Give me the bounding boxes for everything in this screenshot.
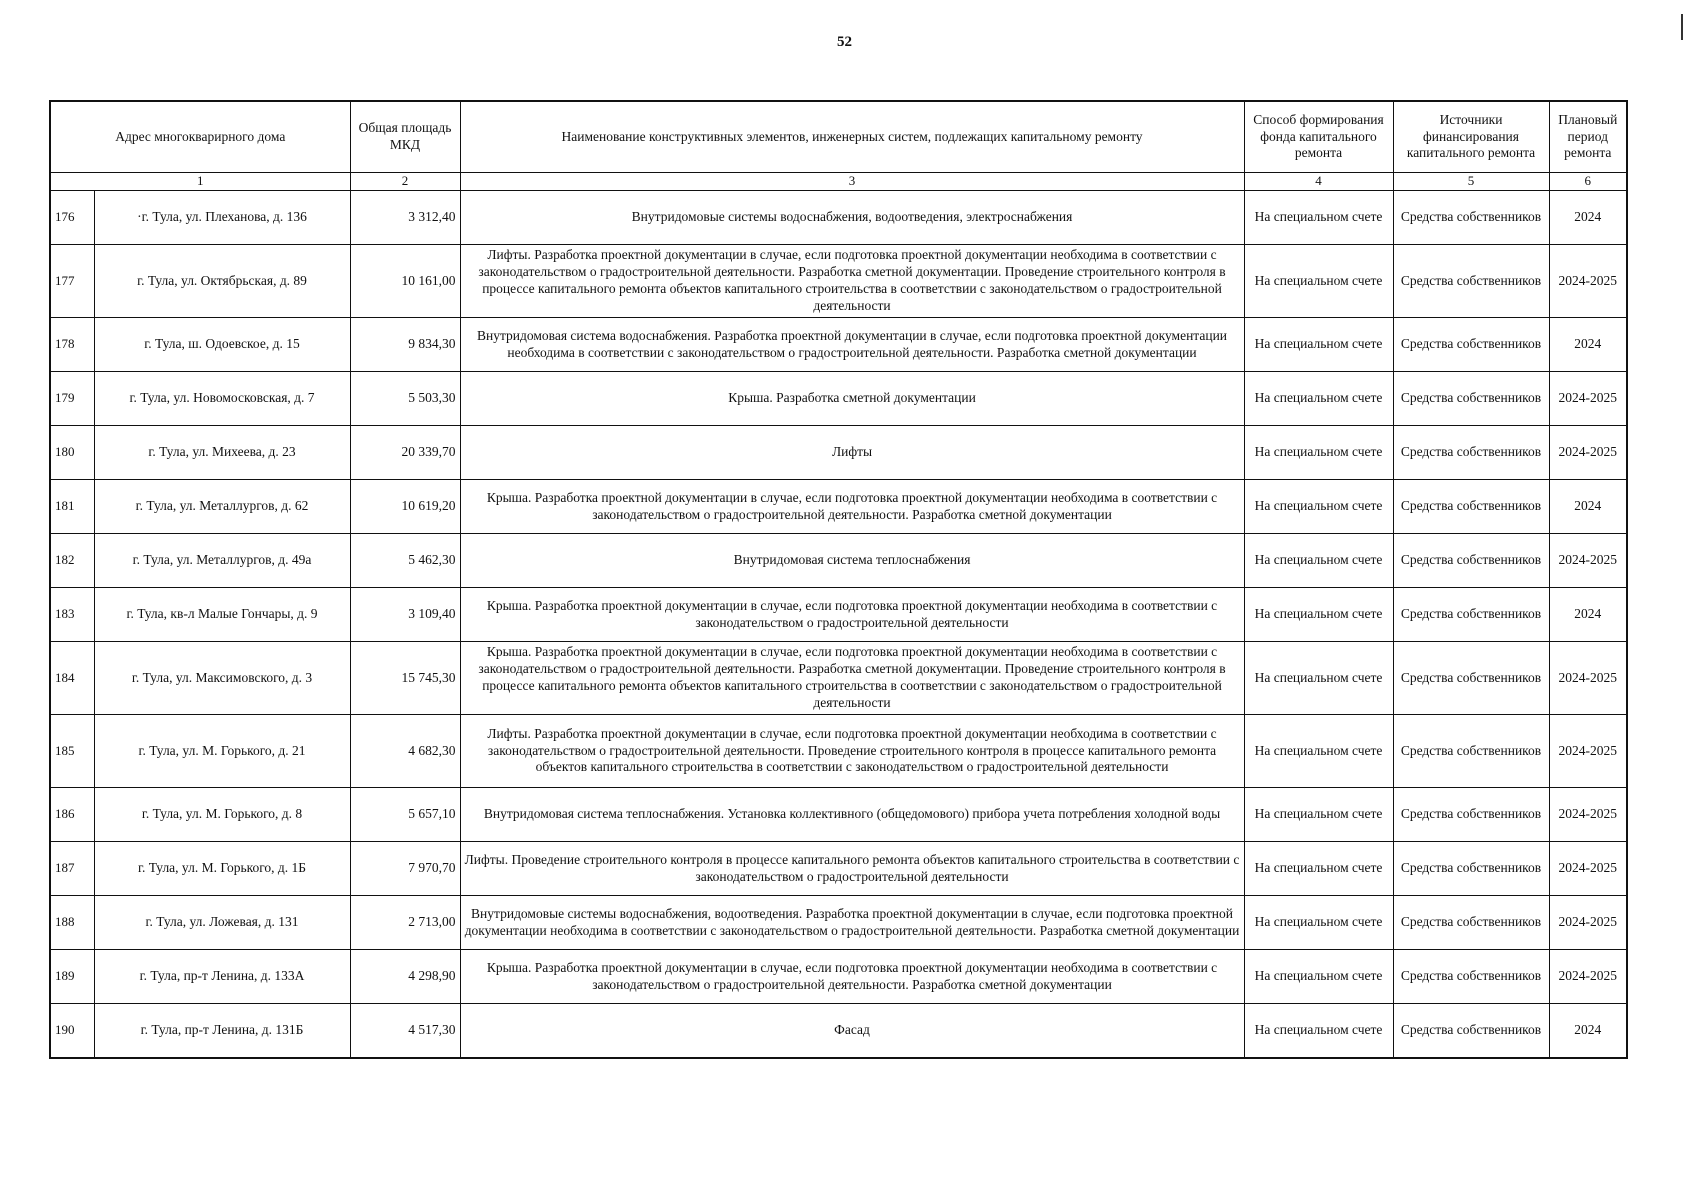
row-period: 2024 [1549,588,1627,642]
row-source: Средства собственников [1393,318,1549,372]
header-area: Общая площадь МКД [350,101,460,173]
row-index: 189 [50,950,94,1004]
table-row [50,534,1627,588]
row-index: 183 [50,588,94,642]
row-source: Средства собственников [1393,426,1549,480]
row-index: 185 [50,715,94,788]
row-address: г. Тула, пр-т Ленина, д. 131Б [94,1004,350,1058]
row-address: г. Тула, ул. М. Горького, д. 1Б [94,842,350,896]
row-period: 2024-2025 [1549,950,1627,1004]
row-source: Средства собственников [1393,950,1549,1004]
row-description: Внутридомовая система водоснабжения. Разработка проектной документации в случае, если подготовка проектной документации необходима в соответствии с законодательством о градостроительной деятельности. Разработка сметной документации [460,318,1244,372]
row-method: На специальном счете [1244,534,1393,588]
row-source: Средства собственников [1393,191,1549,245]
row-area: 2 713,00 [350,896,460,950]
row-method: На специальном счете [1244,480,1393,534]
row-description: Крыша. Разработка проектной документации в случае, если подготовка проектной документации необходима в соответствии с законодательством о градостроительной деятельности. Разработка сметной документации [460,950,1244,1004]
table-row [50,245,1627,318]
row-source: Средства собственников [1393,896,1549,950]
table-row [50,788,1627,842]
row-area: 20 339,70 [350,426,460,480]
row-source: Средства собственников [1393,372,1549,426]
row-method: На специальном счете [1244,715,1393,788]
row-index: 181 [50,480,94,534]
header-elements: Наименование конструктивных элементов, инженерных систем, подлежащих капитальному ремонту [460,101,1244,173]
row-description: Крыша. Разработка сметной документации [460,372,1244,426]
column-number: 5 [1393,173,1549,191]
row-area: 5 503,30 [350,372,460,426]
row-source: Средства собственников [1393,245,1549,318]
row-area: 10 161,00 [350,245,460,318]
row-area: 10 619,20 [350,480,460,534]
row-source: Средства собственников [1393,534,1549,588]
row-address: ·г. Тула, ул. Плеханова, д. 136 [94,191,350,245]
row-method: На специальном счете [1244,896,1393,950]
row-area: 5 462,30 [350,534,460,588]
row-description: Внутридомовая система теплоснабжения. Установка коллективного (общедомового) прибора учета потребления холодной воды [460,788,1244,842]
header-method: Способ формирования фонда капитального ремонта [1244,101,1393,173]
row-address: г. Тула, ул. Октябрьская, д. 89 [94,245,350,318]
row-area: 5 657,10 [350,788,460,842]
column-number: 2 [350,173,460,191]
table-row [50,372,1627,426]
row-method: На специальном счете [1244,318,1393,372]
table-row [50,950,1627,1004]
row-method: На специальном счете [1244,842,1393,896]
column-number: 3 [460,173,1244,191]
row-source: Средства собственников [1393,788,1549,842]
row-description: Внутридомовые системы водоснабжения, водоотведения. Разработка проектной документации в случае, если подготовка проектной документации необходима в соответствии с законодательством о градостроительной деятельности. Разработка сметной документации [460,896,1244,950]
row-index: 177 [50,245,94,318]
row-description: Лифты. Проведение строительного контроля в процессе капитального ремонта объектов капитального строительства в соответствии с законодательством о градостроительной деятельности [460,842,1244,896]
row-index: 188 [50,896,94,950]
table-row [50,1004,1627,1058]
row-index: 184 [50,642,94,715]
row-area: 3 109,40 [350,588,460,642]
row-method: На специальном счете [1244,1004,1393,1058]
row-address: г. Тула, ул. Ложевая, д. 131 [94,896,350,950]
row-address: г. Тула, ул. Металлургов, д. 62 [94,480,350,534]
row-description: Лифты [460,426,1244,480]
row-description: Лифты. Разработка проектной документации в случае, если подготовка проектной документации необходима в соответствии с законодательством о градостроительной деятельности. Разработка сметной документации. Проведение строительного контроля в процессе капитального ремонта объектов капитального строительства в соответствии с законодательством о градостроительной деятельности [460,245,1244,318]
table-row [50,642,1627,715]
header-period: Плановый период ремонта [1549,101,1627,173]
row-description: Крыша. Разработка проектной документации в случае, если подготовка проектной документации необходима в соответствии с законодательством о градостроительной деятельности [460,588,1244,642]
row-method: На специальном счете [1244,642,1393,715]
row-area: 7 970,70 [350,842,460,896]
row-period: 2024-2025 [1549,842,1627,896]
row-source: Средства собственников [1393,480,1549,534]
row-description: Внутридомовые системы водоснабжения, водоотведения, электроснабжения [460,191,1244,245]
row-address: г. Тула, ул. Новомосковская, д. 7 [94,372,350,426]
row-address: г. Тула, ул. Максимовского, д. 3 [94,642,350,715]
row-area: 4 517,30 [350,1004,460,1058]
row-method: На специальном счете [1244,191,1393,245]
row-index: 186 [50,788,94,842]
row-period: 2024-2025 [1549,642,1627,715]
row-index: 180 [50,426,94,480]
row-address: г. Тула, ул. М. Горького, д. 8 [94,788,350,842]
row-area: 3 312,40 [350,191,460,245]
row-address: г. Тула, ул. М. Горького, д. 21 [94,715,350,788]
row-period: 2024-2025 [1549,788,1627,842]
row-description: Крыша. Разработка проектной документации в случае, если подготовка проектной документации необходима в соответствии с законодательством о градостроительной деятельности. Разработка сметной документации. Проведение строительного контроля в процессе капитального ремонта объектов капитального строительства в соответствии с законодательством о градостроительной деятельности [460,642,1244,715]
row-source: Средства собственников [1393,588,1549,642]
row-method: На специальном счете [1244,588,1393,642]
table-row [50,480,1627,534]
column-number: 1 [50,173,350,191]
row-period: 2024 [1549,318,1627,372]
row-period: 2024-2025 [1549,372,1627,426]
row-index: 190 [50,1004,94,1058]
scan-edge-mark [1681,14,1683,40]
row-period: 2024-2025 [1549,245,1627,318]
row-area: 15 745,30 [350,642,460,715]
row-index: 176 [50,191,94,245]
row-method: На специальном счете [1244,788,1393,842]
row-area: 4 298,90 [350,950,460,1004]
row-method: На специальном счете [1244,245,1393,318]
row-source: Средства собственников [1393,842,1549,896]
row-period: 2024-2025 [1549,426,1627,480]
row-address: г. Тула, пр-т Ленина, д. 133А [94,950,350,1004]
row-area: 9 834,30 [350,318,460,372]
table-row [50,318,1627,372]
row-method: На специальном счете [1244,426,1393,480]
header-sources: Источники финансирования капитального ремонта [1393,101,1549,173]
column-number: 4 [1244,173,1393,191]
row-address: г. Тула, кв-л Малые Гончары, д. 9 [94,588,350,642]
row-source: Средства собственников [1393,715,1549,788]
table-row [50,588,1627,642]
row-period: 2024 [1549,480,1627,534]
row-description: Внутридомовая система теплоснабжения [460,534,1244,588]
row-index: 179 [50,372,94,426]
row-source: Средства собственников [1393,642,1549,715]
row-period: 2024-2025 [1549,715,1627,788]
row-source: Средства собственников [1393,1004,1549,1058]
row-period: 2024-2025 [1549,896,1627,950]
capital-repair-table [49,100,1628,1059]
table-row [50,426,1627,480]
row-period: 2024-2025 [1549,534,1627,588]
row-method: На специальном счете [1244,372,1393,426]
row-address: г. Тула, ул. Металлургов, д. 49а [94,534,350,588]
row-description: Фасад [460,1004,1244,1058]
row-address: г. Тула, ул. Михеева, д. 23 [94,426,350,480]
row-method: На специальном счете [1244,950,1393,1004]
column-number: 6 [1549,173,1627,191]
table-row [50,191,1627,245]
row-index: 182 [50,534,94,588]
table-row [50,896,1627,950]
page-number: 52 [837,34,852,50]
table-row [50,715,1627,788]
row-description: Лифты. Разработка проектной документации в случае, если подготовка проектной документации необходима в соответствии с законодательством о градостроительной деятельности. Проведение строительного контроля в процессе капитального ремонта объектов капитального строительства в соответствии с законодательством о градостроительной деятельности [460,715,1244,788]
row-description: Крыша. Разработка проектной документации в случае, если подготовка проектной документации необходима в соответствии с законодательством о градостроительной деятельности. Разработка сметной документации [460,480,1244,534]
row-index: 187 [50,842,94,896]
row-period: 2024 [1549,1004,1627,1058]
table-row [50,842,1627,896]
row-period: 2024 [1549,191,1627,245]
row-area: 4 682,30 [350,715,460,788]
row-address: г. Тула, ш. Одоевское, д. 15 [94,318,350,372]
row-index: 178 [50,318,94,372]
header-address: Адрес многокварирного дома [50,101,350,173]
